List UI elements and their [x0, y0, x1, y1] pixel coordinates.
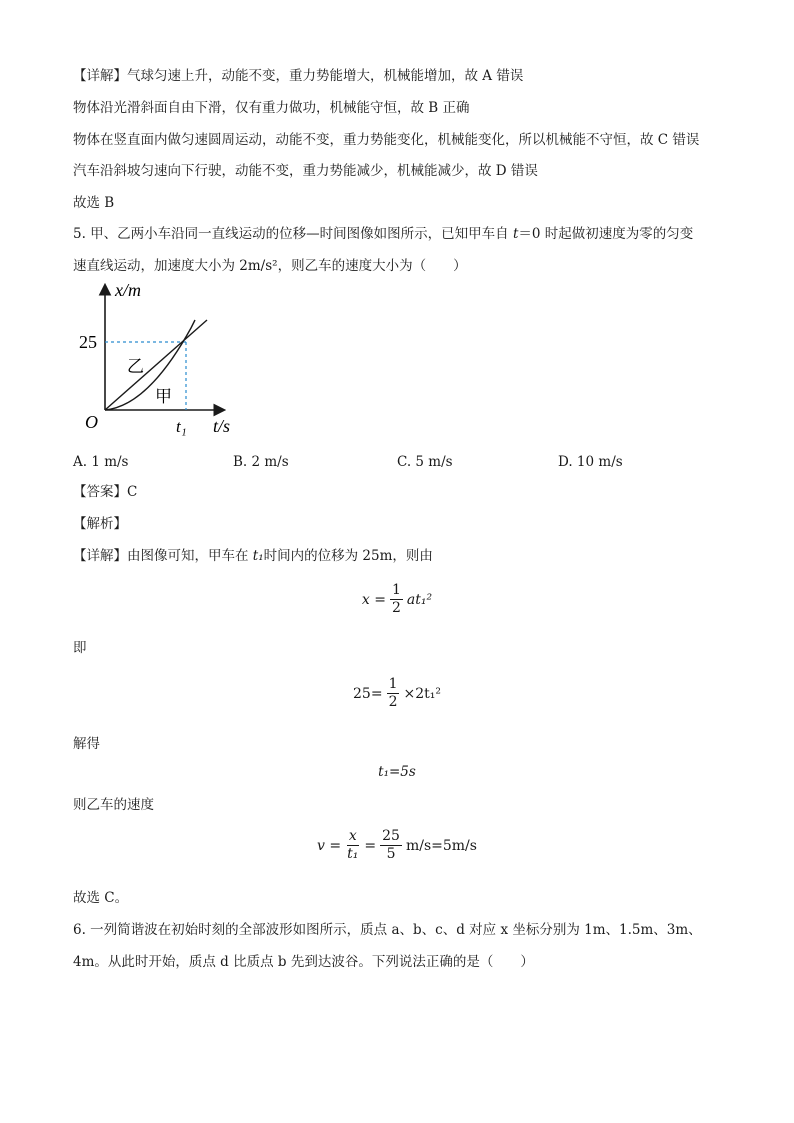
label-yi: 乙: [127, 357, 144, 376]
eq2-lhs: 25=: [353, 685, 383, 702]
y-tick-25: 25: [79, 332, 97, 352]
q5-text-2: 速直线运动，加速度大小为 2m/s²，则乙车的速度大小为（ ）: [73, 258, 467, 274]
line-5: 故选 B: [73, 195, 115, 211]
equation-3: [0, 764, 794, 780]
detail-b: 时间内的位移为 25m，则由: [263, 548, 433, 564]
q5-text-1t: t: [512, 226, 519, 242]
eq1-lhs: x =: [361, 591, 386, 608]
analysis-tag: 【解析】: [73, 516, 127, 532]
jiede-line: 解得: [73, 736, 100, 752]
y-axis-label: x/m: [115, 280, 141, 300]
line-1: [73, 66, 523, 86]
eq4-den1: t₁: [347, 846, 359, 862]
detail-tag: 【详解】: [73, 68, 127, 84]
x-tick-t1: t₁: [176, 417, 187, 436]
origin-label: O: [85, 412, 98, 432]
then-line: 则乙车的速度: [73, 797, 154, 813]
label-jia: 甲: [155, 387, 172, 406]
eq4-num1: x: [348, 828, 357, 844]
eq2-rhs: ×2t₁²: [403, 685, 441, 702]
eq4-lhs: v =: [317, 837, 342, 854]
q5-graph: [73, 280, 253, 440]
choose-line: 故选 C。: [73, 890, 129, 906]
line-3: 物体在竖直面内做匀速圆周运动，动能不变，重力势能变化，机械能变化，所以机械能不守恒，故 C 错误: [73, 132, 700, 148]
q6-text-1: 6. 一列简谐波在初始时刻的全部波形如图所示，质点 a、b、c、d 对应 x 坐标分别为 1m、1.5m、3m、: [73, 922, 702, 938]
eq1-den: 2: [391, 600, 401, 616]
eq4-den2: 5: [386, 846, 396, 862]
detail-t1: t₁: [252, 548, 264, 564]
answer-tag: 【答案】: [73, 484, 127, 500]
eq4-mid: =: [364, 837, 377, 854]
option-b: B. 2 m/s: [233, 454, 289, 470]
line-4: 汽车沿斜坡匀速向下行驶，动能不变，重力势能减少，机械能减少，故 D 错误: [73, 163, 538, 179]
answer-line: [73, 482, 137, 502]
detail-line: [73, 546, 433, 566]
eq3: t₁=5s: [378, 764, 416, 780]
equation-4: [0, 828, 794, 863]
detail-a: 由图像可知，甲车在: [127, 548, 253, 564]
eq1-rhs: at₁²: [406, 591, 433, 608]
x-axis-label: t/s: [213, 416, 231, 436]
q6-text-2: 4m。从此时开始，质点 d 比质点 b 先到达波谷。下列说法正确的是（ ）: [73, 954, 534, 970]
detail-tag-2: 【详解】: [73, 548, 127, 564]
line-1-text: 气球匀速上升，动能不变，重力势能增大，机械能增加，故 A 错误: [127, 68, 524, 84]
eq2-den: 2: [388, 694, 398, 710]
eq1-num: 1: [391, 582, 401, 598]
equation-2: [0, 676, 794, 711]
q5-text-1a: 5. 甲、乙两小车沿同一直线运动的位移—时间图像如图所示，已知甲车自: [73, 226, 513, 242]
eq4-rhs: m/s=5m/s: [405, 837, 477, 854]
answer-value: C: [127, 484, 138, 500]
option-d: D. 10 m/s: [558, 454, 623, 470]
eq4-num2: 25: [382, 828, 400, 844]
line-2: 物体沿光滑斜面自由下滑，仅有重力做功，机械能守恒，故 B 正确: [73, 100, 470, 116]
ji-line: 即: [73, 640, 87, 656]
q5-text-1: [73, 224, 693, 244]
equation-1: [0, 582, 794, 617]
option-a: A. 1 m/s: [73, 454, 129, 470]
q5-text-1b: ＝0 时起做初速度为零的匀变: [518, 226, 694, 242]
eq2-num: 1: [388, 676, 398, 692]
curve-jia: [105, 320, 195, 410]
option-c: C. 5 m/s: [397, 454, 453, 470]
